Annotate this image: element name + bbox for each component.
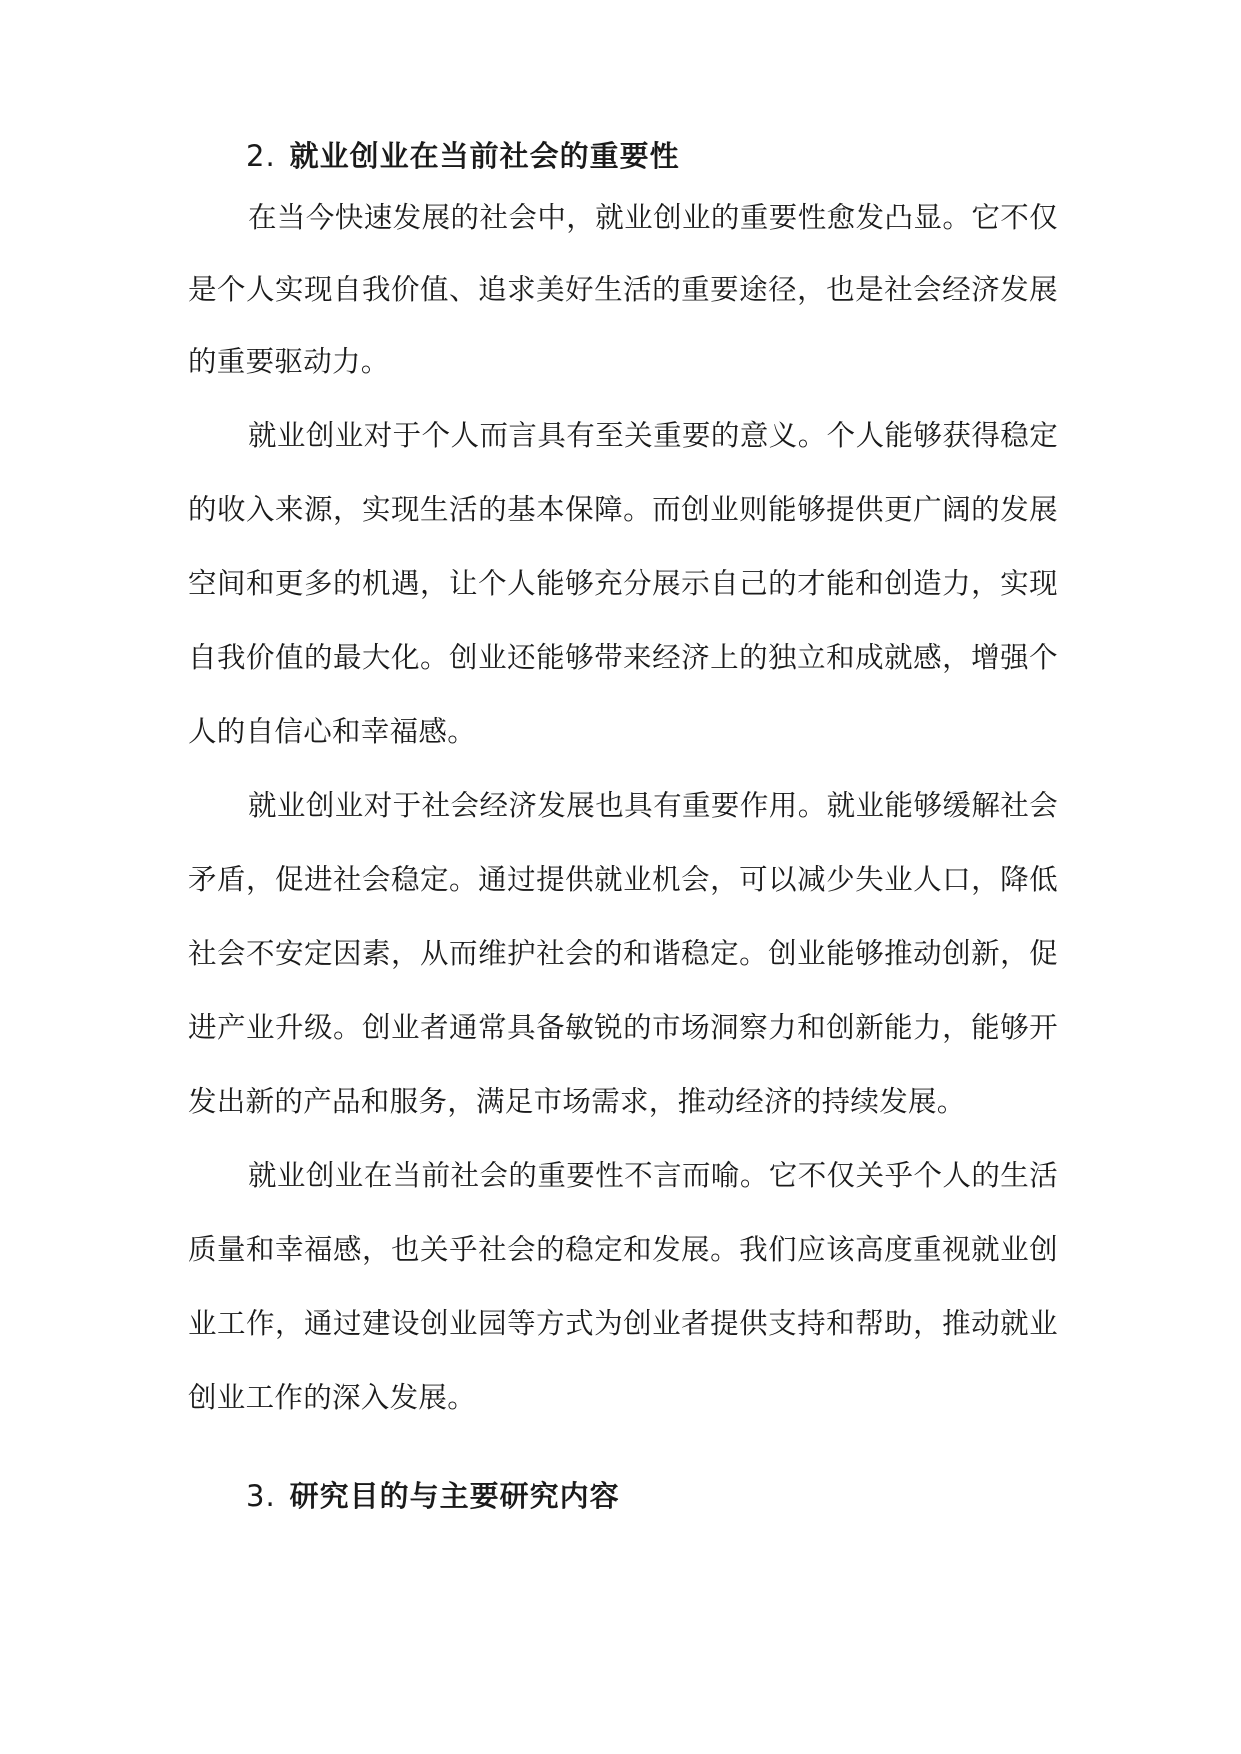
text-line: 创业工作的深入发展。	[188, 1381, 477, 1414]
text-line: 的重要驱动力。	[188, 345, 390, 378]
text-line: 空间和更多的机遇，让个人能够充分展示自己的才能和创造力，实现	[188, 567, 1058, 600]
text-line: 就业创业在当前社会的重要性不言而喻。它不仅关乎个人的生活	[248, 1159, 1058, 1192]
text-line: 是个人实现自我价值、追求美好生活的重要途径，也是社会经济发展	[188, 273, 1058, 306]
text-line: 的收入来源，实现生活的基本保障。而创业则能够提供更广阔的发展	[188, 493, 1058, 526]
text-line: 发出新的产品和服务，满足市场需求，推动经济的持续发展。	[188, 1085, 966, 1118]
section-heading	[246, 1474, 620, 1515]
text-line: 自我价值的最大化。创业还能够带来经济上的独立和成就感，增强个	[188, 641, 1058, 674]
text-line: 矛盾，促进社会稳定。通过提供就业机会，可以减少失业人口，降低	[188, 863, 1058, 896]
text-line: 人的自信心和幸福感。	[188, 715, 477, 748]
text-line: 在当今快速发展的社会中，就业创业的重要性愈发凸显。它不仅	[248, 201, 1058, 234]
section-number: 2.	[246, 139, 276, 173]
text-line: 进产业升级。创业者通常具备敏锐的市场洞察力和创新能力，能够开	[188, 1011, 1058, 1044]
section-title: 就业创业在当前社会的重要性	[289, 139, 680, 173]
text-line: 就业创业对于社会经济发展也具有重要作用。就业能够缓解社会	[248, 789, 1058, 822]
section-number: 3.	[246, 1479, 276, 1513]
section-heading	[246, 134, 680, 175]
text-line: 业工作，通过建设创业园等方式为创业者提供支持和帮助，推动就业	[188, 1307, 1058, 1340]
text-line: 就业创业对于个人而言具有至关重要的意义。个人能够获得稳定	[248, 419, 1058, 452]
section-title: 研究目的与主要研究内容	[289, 1479, 620, 1513]
text-line: 社会不安定因素，从而维护社会的和谐稳定。创业能够推动创新，促	[188, 937, 1058, 970]
text-line: 质量和幸福感，也关乎社会的稳定和发展。我们应该高度重视就业创	[188, 1233, 1058, 1266]
